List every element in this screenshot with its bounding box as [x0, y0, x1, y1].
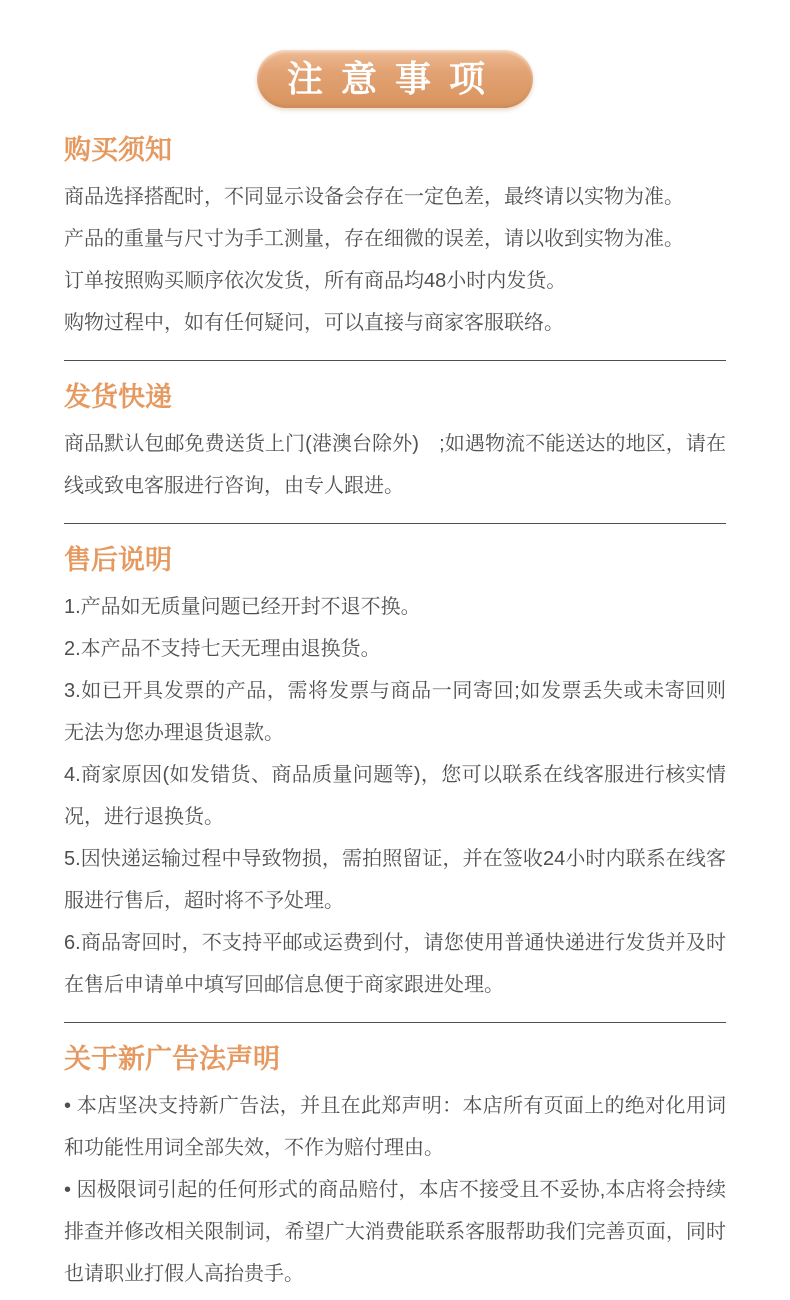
- paragraph: 2.本产品不支持七天无理由退换货。: [64, 638, 381, 660]
- divider: [64, 523, 726, 524]
- notice-banner: [257, 50, 533, 108]
- divider: [64, 1022, 726, 1023]
- section-purchase-notes: [64, 134, 726, 344]
- divider: [64, 360, 726, 361]
- paragraph: 6.商品寄回时，不支持平邮或运费到付，请您使用普通快递进行发货并及时在售后申请单中填写回邮信息便于商家跟进处理。: [64, 932, 726, 996]
- paragraph: • 因极限词引起的任何形式的商品赔付，本店不接受且不妥协,本店将会持续排查并修改相关限制词，希望广大消费能联系客服帮助我们完善页面，同时也请职业打假人高抬贵手。: [64, 1179, 726, 1285]
- paragraph: 商品默认包邮免费送货上门(港澳台除外) ;如遇物流不能送达的地区，请在线或致电客服进行咨询，由专人跟进。: [64, 433, 726, 497]
- paragraph: 购物过程中，如有任何疑问，可以直接与商家客服联络。: [64, 312, 564, 334]
- section-advertising-law: [64, 1043, 726, 1295]
- section-after-sales: [64, 544, 726, 1006]
- paragraph: 订单按照购买顺序依次发货，所有商品均48小时内发货。: [64, 270, 567, 292]
- paragraph: 1.产品如无质量问题已经开封不退不换。: [64, 596, 421, 618]
- section-shipping: [64, 381, 726, 507]
- paragraph: 5.因快递运输过程中导致物损，需拍照留证，并在签收24小时内联系在线客服进行售后，超时将不予处理。: [64, 848, 726, 912]
- section-title-advertising-law: 关于新广告法声明: [64, 1044, 280, 1074]
- section-title-shipping: 发货快递: [64, 382, 172, 412]
- banner-container: [64, 50, 726, 108]
- paragraph: 商品选择搭配时，不同显示设备会存在一定色差，最终请以实物为准。: [64, 186, 684, 208]
- paragraph: 4.商家原因(如发错货、商品质量问题等)，您可以联系在线客服进行核实情况，进行退换货。: [64, 764, 726, 828]
- section-title-purchase-notes: 购买须知: [64, 135, 172, 165]
- paragraph: 产品的重量与尺寸为手工测量，存在细微的误差，请以收到实物为准。: [64, 228, 684, 250]
- paragraph: • 本店坚决支持新广告法，并且在此郑声明：本店所有页面上的绝对化用词和功能性用词全部失效，不作为赔付理由。: [64, 1095, 726, 1159]
- paragraph: 3.如已开具发票的产品，需将发票与商品一同寄回;如发票丢失或未寄回则无法为您办理退货退款。: [64, 680, 726, 744]
- banner-label: 注意事项: [286, 58, 503, 99]
- section-title-after-sales: 售后说明: [64, 545, 172, 575]
